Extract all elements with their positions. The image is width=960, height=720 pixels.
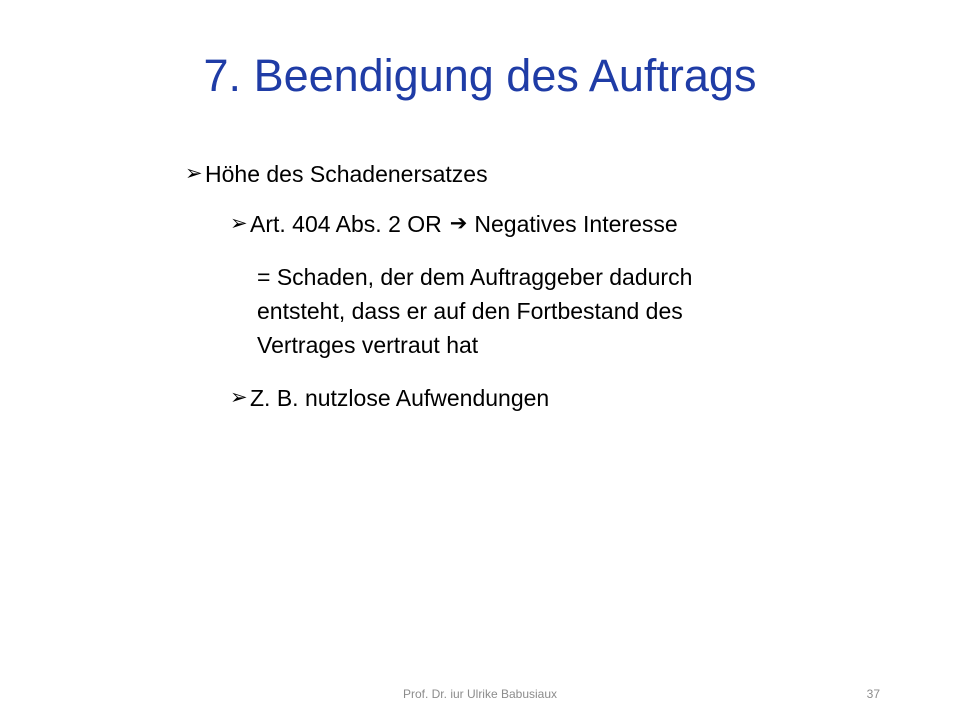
footer-author: Prof. Dr. iur Ulrike Babusiaux (402, 687, 558, 701)
right-arrow-icon: ➔ (449, 212, 468, 235)
bullet-item (230, 384, 885, 412)
arrow-bullet-icon: ➢ (230, 386, 248, 409)
bullet-text: Z. B. nutzlose Aufwendungen (250, 385, 550, 411)
arrow-bullet-icon: ➢ (230, 212, 248, 235)
bullet-text: Negatives Interesse (474, 211, 678, 237)
arrow-bullet-icon: ➢ (185, 162, 203, 185)
definition-line: = Schaden, der dem Auftraggeber dadurch (257, 264, 693, 290)
bullet-text: Höhe des Schadenersatzes (205, 161, 488, 187)
slide-title: 7. Beendigung des Auftrags (203, 50, 757, 101)
slide-content (185, 160, 885, 412)
bullet-item (230, 210, 885, 238)
page-number: 37 (866, 687, 880, 701)
bullet-item (185, 160, 885, 188)
definition-text (257, 260, 847, 362)
definition-line: Vertrages vertraut hat (257, 332, 479, 358)
bullet-text: Art. 404 Abs. 2 OR (250, 211, 442, 237)
definition-line: entsteht, dass er auf den Fortbestand des (257, 298, 683, 324)
